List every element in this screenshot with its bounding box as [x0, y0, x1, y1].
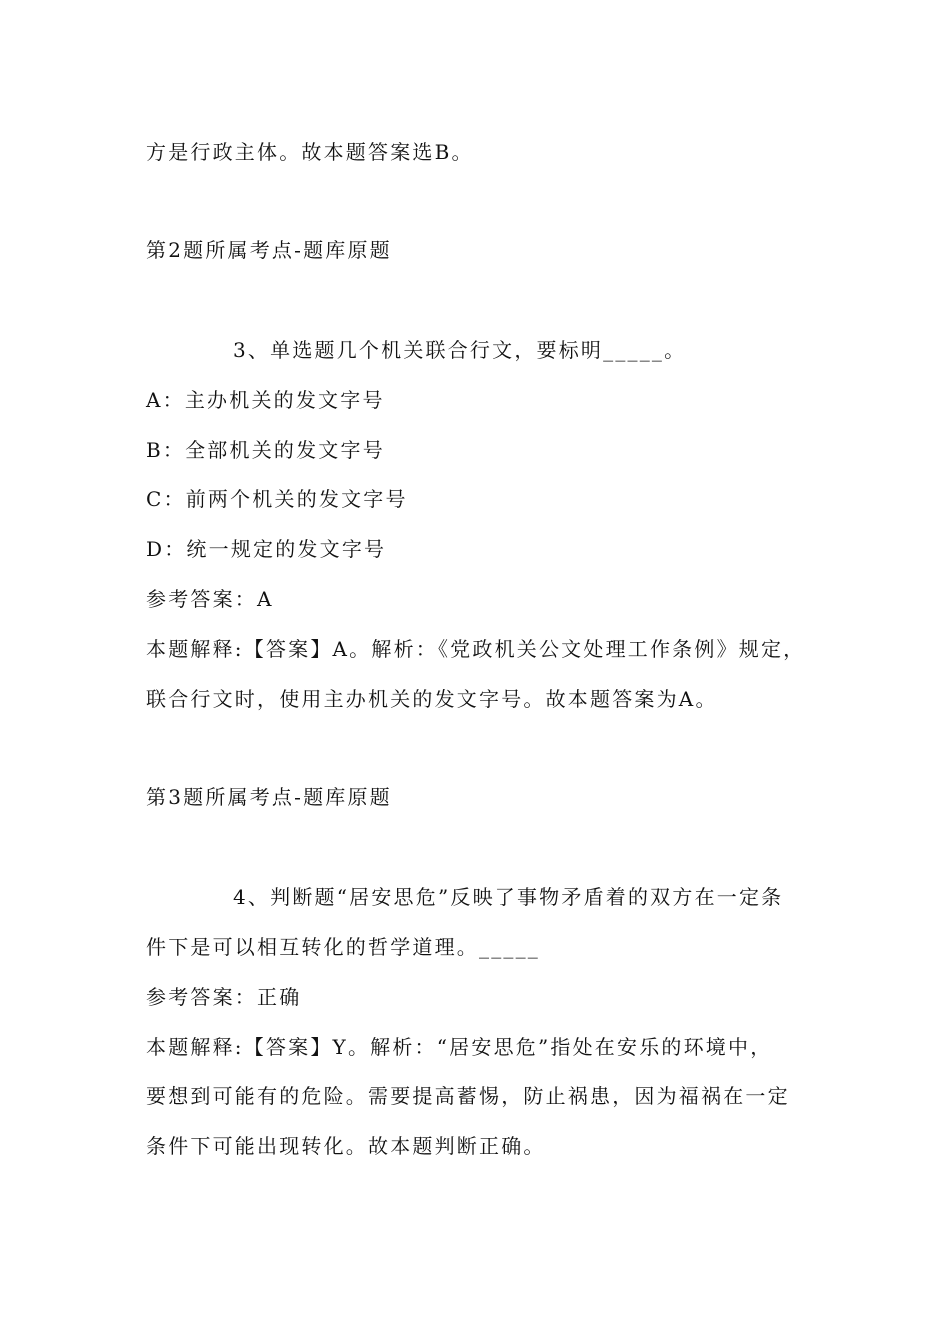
- q3-stem: 3、单选题几个机关联合行文，要标明_____。: [233, 338, 687, 362]
- q3-explanation-line-1: 本题解释:【答案】A。解析：《党政机关公文处理工作条例》规定，: [146, 637, 806, 661]
- q3-explanation-line-2: 联合行文时，使用主办机关的发文字号。故本题答案为A。: [146, 687, 718, 711]
- q3-option-c: C：前两个机关的发文字号: [146, 487, 408, 511]
- q3-topic-label: 第3题所属考点-题库原题: [146, 785, 392, 809]
- q4-explanation-line-1: 本题解释:【答案】Y。解析：“居安思危”指处在安乐的环境中，: [146, 1035, 773, 1059]
- q2-topic-label: 第2题所属考点-题库原题: [146, 238, 392, 262]
- q4-explanation-line-2: 要想到可能有的危险。需要提高蓄惕，防止祸患，因为福祸在一定: [146, 1084, 790, 1108]
- q4-stem-line-2: 件下是可以相互转化的哲学道理。_____: [146, 935, 540, 959]
- q3-answer: 参考答案：A: [146, 587, 274, 611]
- q3-option-a: A：主办机关的发文字号: [146, 388, 385, 412]
- q3-option-d: D：统一规定的发文字号: [146, 537, 387, 561]
- q4-answer: 参考答案：正确: [146, 985, 302, 1009]
- q4-stem-line-1: 4、判断题“居安思危”反映了事物矛盾着的双方在一定条: [233, 885, 784, 909]
- q2-explanation-tail: 方是行政主体。故本题答案选B。: [146, 140, 474, 164]
- q3-option-b: B：全部机关的发文字号: [146, 438, 385, 462]
- q4-explanation-line-3: 条件下可能出现转化。故本题判断正确。: [146, 1134, 546, 1158]
